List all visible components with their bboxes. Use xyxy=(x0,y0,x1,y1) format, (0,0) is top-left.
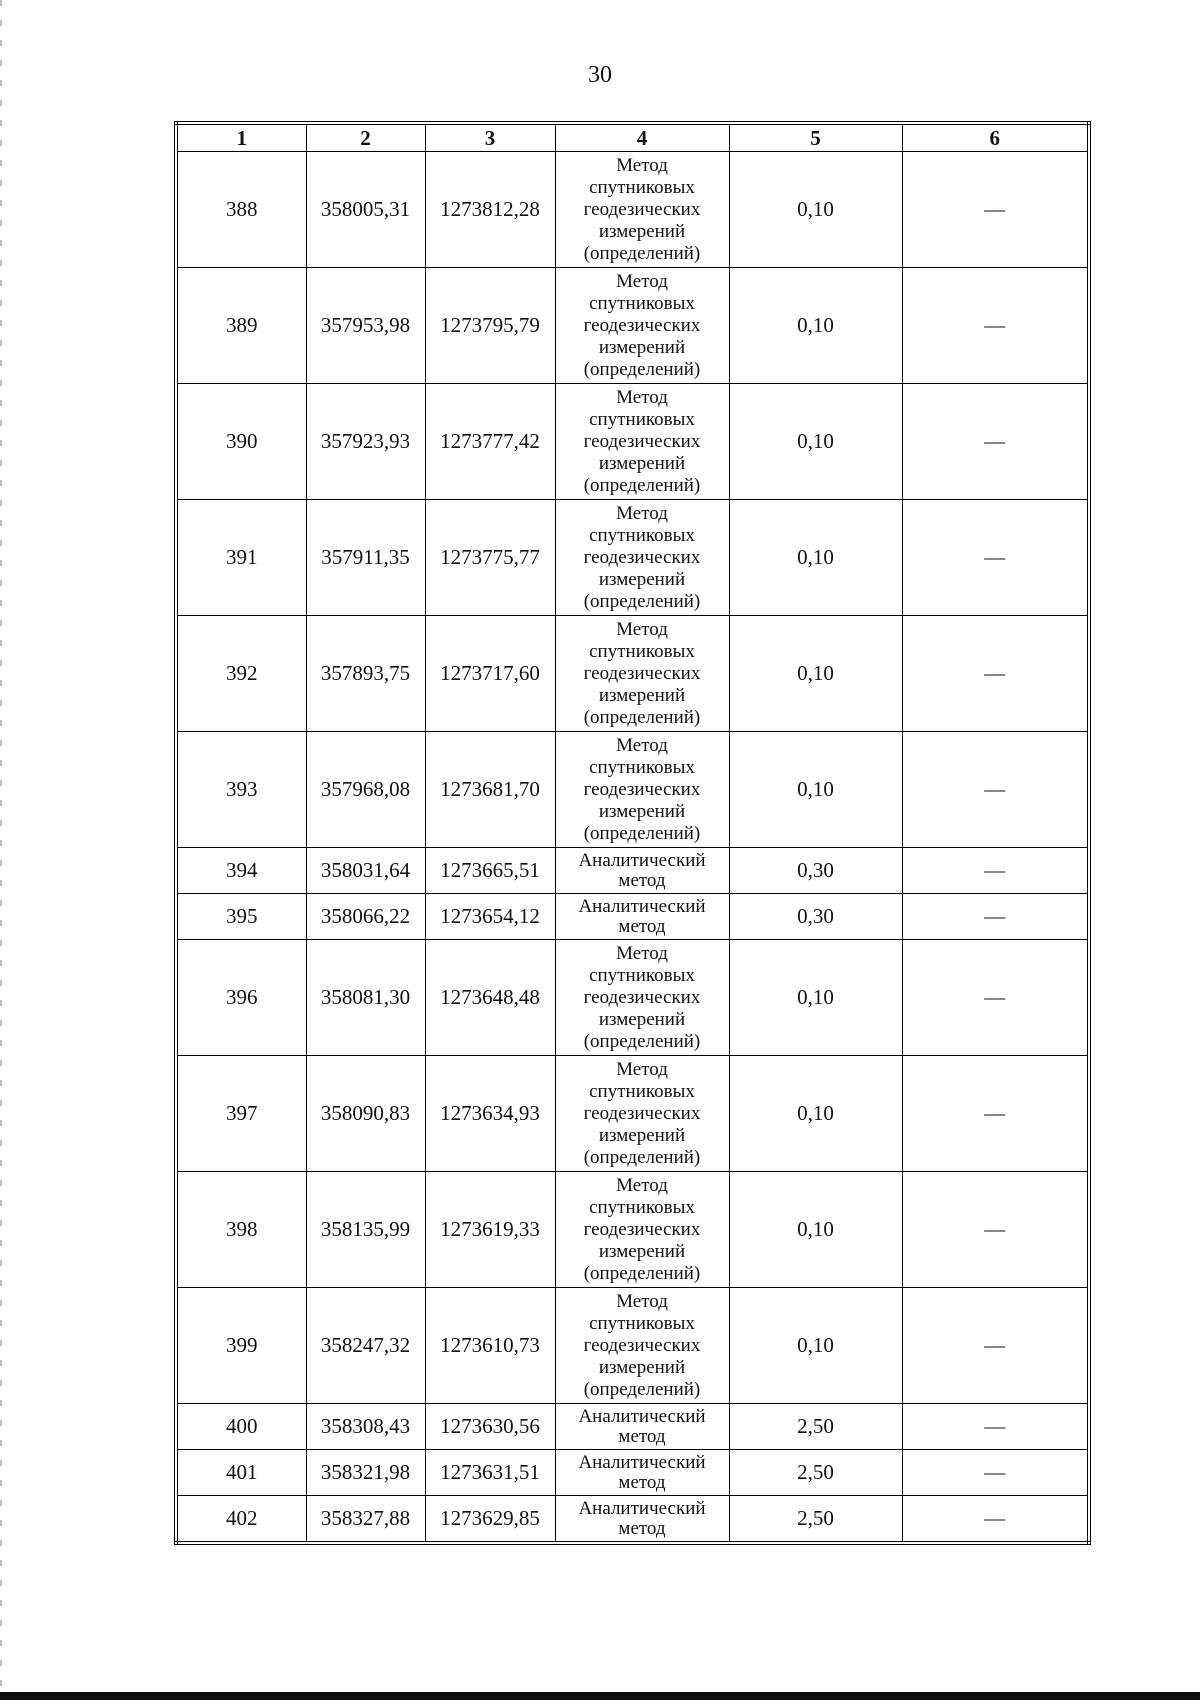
method-line: геодезических xyxy=(583,430,701,452)
method-line: Аналитический xyxy=(578,1497,706,1519)
description-text: — xyxy=(984,545,1006,569)
method-line: геодезических xyxy=(583,1218,701,1240)
description-cell xyxy=(902,152,1089,268)
column-header-3: 3 xyxy=(425,123,555,152)
column-header-2: 2 xyxy=(306,123,425,152)
method-line: спутниковых xyxy=(589,1080,695,1102)
method-line: измерений xyxy=(598,336,686,358)
point-number-cell: 394 xyxy=(176,848,306,894)
description-text: — xyxy=(984,1414,1006,1438)
column-header-4: 4 xyxy=(555,123,729,152)
x-coordinate-cell: 358005,31 xyxy=(306,152,425,268)
method-line: спутниковых xyxy=(589,292,695,314)
y-coordinate-cell: 1273631,51 xyxy=(425,1450,555,1496)
method-line: геодезических xyxy=(583,662,701,684)
point-number-cell: 396 xyxy=(176,940,306,1056)
method-line: геодезических xyxy=(583,198,701,220)
method-cell xyxy=(555,1056,729,1172)
method-line: (определений) xyxy=(583,1146,701,1168)
method-line: Метод xyxy=(616,618,668,640)
table-row xyxy=(176,894,1089,940)
method-line: (определений) xyxy=(583,358,701,380)
method-line: Аналитический xyxy=(578,1451,706,1473)
x-coordinate-cell: 358321,98 xyxy=(306,1450,425,1496)
table-row xyxy=(176,1450,1089,1496)
table-header-row xyxy=(176,123,1089,152)
method-line: геодезических xyxy=(583,1334,701,1356)
table-row xyxy=(176,848,1089,894)
description-text: — xyxy=(984,313,1006,337)
y-coordinate-cell: 1273610,73 xyxy=(425,1288,555,1404)
table-row xyxy=(176,1288,1089,1404)
method-line: геодезических xyxy=(583,778,701,800)
y-coordinate-cell: 1273775,77 xyxy=(425,500,555,616)
method-line: геодезических xyxy=(583,314,701,336)
description-cell xyxy=(902,894,1089,940)
x-coordinate-cell: 357968,08 xyxy=(306,732,425,848)
x-coordinate-cell: 358066,22 xyxy=(306,894,425,940)
accuracy-cell: 0,10 xyxy=(729,940,902,1056)
point-number-cell: 391 xyxy=(176,500,306,616)
column-header-5: 5 xyxy=(729,123,902,152)
description-cell xyxy=(902,1450,1089,1496)
method-line: Метод xyxy=(616,502,668,524)
x-coordinate-cell: 357953,98 xyxy=(306,268,425,384)
method-cell xyxy=(555,1450,729,1496)
x-coordinate-cell: 357911,35 xyxy=(306,500,425,616)
method-cell xyxy=(555,1404,729,1450)
method-line: Метод xyxy=(616,1058,668,1080)
table-row xyxy=(176,1496,1089,1544)
description-text: — xyxy=(984,1101,1006,1125)
y-coordinate-cell: 1273795,79 xyxy=(425,268,555,384)
method-line: геодезических xyxy=(583,986,701,1008)
method-line: Аналитический xyxy=(578,849,706,871)
accuracy-cell: 0,30 xyxy=(729,894,902,940)
method-line: спутниковых xyxy=(589,1196,695,1218)
y-coordinate-cell: 1273717,60 xyxy=(425,616,555,732)
table-row xyxy=(176,268,1089,384)
page-number: 30 xyxy=(588,62,612,88)
method-cell xyxy=(555,732,729,848)
y-coordinate-cell: 1273812,28 xyxy=(425,152,555,268)
description-cell xyxy=(902,616,1089,732)
method-cell xyxy=(555,500,729,616)
x-coordinate-cell: 358090,83 xyxy=(306,1056,425,1172)
y-coordinate-cell: 1273654,12 xyxy=(425,894,555,940)
method-line: измерений xyxy=(598,1356,686,1378)
column-header-6: 6 xyxy=(902,123,1089,152)
method-line: (определений) xyxy=(583,822,701,844)
table-row xyxy=(176,500,1089,616)
description-cell xyxy=(902,940,1089,1056)
method-line: измерений xyxy=(598,220,686,242)
point-number-cell: 395 xyxy=(176,894,306,940)
x-coordinate-cell: 358135,99 xyxy=(306,1172,425,1288)
method-line: (определений) xyxy=(583,1378,701,1400)
method-line: спутниковых xyxy=(589,640,695,662)
column-header-1: 1 xyxy=(176,123,306,152)
table-row xyxy=(176,384,1089,500)
accuracy-cell: 2,50 xyxy=(729,1450,902,1496)
y-coordinate-cell: 1273634,93 xyxy=(425,1056,555,1172)
point-number-cell: 390 xyxy=(176,384,306,500)
method-line: (определений) xyxy=(583,590,701,612)
method-cell xyxy=(555,940,729,1056)
point-number-cell: 402 xyxy=(176,1496,306,1544)
table-body xyxy=(176,152,1089,1544)
method-line: спутниковых xyxy=(589,524,695,546)
method-line: Метод xyxy=(616,734,668,756)
description-cell xyxy=(902,1288,1089,1404)
description-cell xyxy=(902,1404,1089,1450)
x-coordinate-cell: 357893,75 xyxy=(306,616,425,732)
method-line: метод xyxy=(618,915,666,937)
method-line: метод xyxy=(618,1425,666,1447)
method-line: Метод xyxy=(616,1174,668,1196)
accuracy-cell: 2,50 xyxy=(729,1496,902,1544)
description-text: — xyxy=(984,1333,1006,1357)
y-coordinate-cell: 1273630,56 xyxy=(425,1404,555,1450)
method-line: (определений) xyxy=(583,1030,701,1052)
method-line: спутниковых xyxy=(589,1312,695,1334)
x-coordinate-cell: 358327,88 xyxy=(306,1496,425,1544)
table-row xyxy=(176,1056,1089,1172)
method-line: геодезических xyxy=(583,1102,701,1124)
point-number-cell: 393 xyxy=(176,732,306,848)
point-number-cell: 389 xyxy=(176,268,306,384)
point-number-cell: 397 xyxy=(176,1056,306,1172)
method-line: Метод xyxy=(616,154,668,176)
y-coordinate-cell: 1273681,70 xyxy=(425,732,555,848)
method-line: спутниковых xyxy=(589,408,695,430)
description-cell xyxy=(902,1172,1089,1288)
method-cell xyxy=(555,152,729,268)
method-line: измерений xyxy=(598,1008,686,1030)
description-cell xyxy=(902,500,1089,616)
y-coordinate-cell: 1273777,42 xyxy=(425,384,555,500)
accuracy-cell: 0,10 xyxy=(729,268,902,384)
scan-edge-artifact xyxy=(0,0,2,1690)
description-cell xyxy=(902,384,1089,500)
method-line: спутниковых xyxy=(589,964,695,986)
y-coordinate-cell: 1273629,85 xyxy=(425,1496,555,1544)
description-cell xyxy=(902,1056,1089,1172)
point-number-cell: 399 xyxy=(176,1288,306,1404)
method-line: метод xyxy=(618,869,666,891)
accuracy-cell: 0,10 xyxy=(729,1172,902,1288)
x-coordinate-cell: 358081,30 xyxy=(306,940,425,1056)
table-row xyxy=(176,732,1089,848)
description-text: — xyxy=(984,985,1006,1009)
method-cell xyxy=(555,268,729,384)
method-line: метод xyxy=(618,1517,666,1539)
method-line: метод xyxy=(618,1471,666,1493)
x-coordinate-cell: 358031,64 xyxy=(306,848,425,894)
method-line: геодезических xyxy=(583,546,701,568)
method-cell xyxy=(555,384,729,500)
method-cell xyxy=(555,616,729,732)
point-number-cell: 388 xyxy=(176,152,306,268)
table-row xyxy=(176,940,1089,1056)
accuracy-cell: 0,10 xyxy=(729,1056,902,1172)
point-number-cell: 392 xyxy=(176,616,306,732)
method-line: Аналитический xyxy=(578,1405,706,1427)
description-cell xyxy=(902,848,1089,894)
method-line: (определений) xyxy=(583,242,701,264)
method-line: измерений xyxy=(598,1124,686,1146)
method-line: (определений) xyxy=(583,474,701,496)
table-row xyxy=(176,1172,1089,1288)
accuracy-cell: 0,10 xyxy=(729,1288,902,1404)
x-coordinate-cell: 358247,32 xyxy=(306,1288,425,1404)
y-coordinate-cell: 1273648,48 xyxy=(425,940,555,1056)
accuracy-cell: 0,10 xyxy=(729,152,902,268)
method-cell xyxy=(555,1288,729,1404)
method-line: измерений xyxy=(598,800,686,822)
method-line: измерений xyxy=(598,684,686,706)
method-line: Метод xyxy=(616,942,668,964)
method-cell xyxy=(555,1496,729,1544)
description-text: — xyxy=(984,197,1006,221)
method-line: (определений) xyxy=(583,1262,701,1284)
description-text: — xyxy=(984,1460,1006,1484)
description-text: — xyxy=(984,661,1006,685)
description-text: — xyxy=(984,777,1006,801)
scan-bottom-border xyxy=(0,1692,1200,1700)
x-coordinate-cell: 358308,43 xyxy=(306,1404,425,1450)
method-line: Метод xyxy=(616,386,668,408)
x-coordinate-cell: 357923,93 xyxy=(306,384,425,500)
accuracy-cell: 0,10 xyxy=(729,616,902,732)
method-line: измерений xyxy=(598,1240,686,1262)
table-row xyxy=(176,1404,1089,1450)
method-line: измерений xyxy=(598,452,686,474)
accuracy-cell: 0,30 xyxy=(729,848,902,894)
description-text: — xyxy=(984,1217,1006,1241)
accuracy-cell: 0,10 xyxy=(729,500,902,616)
method-line: Аналитический xyxy=(578,895,706,917)
coordinates-table xyxy=(174,121,1091,1545)
method-line: измерений xyxy=(598,568,686,590)
method-cell xyxy=(555,1172,729,1288)
table-row xyxy=(176,616,1089,732)
description-cell xyxy=(902,732,1089,848)
method-line: спутниковых xyxy=(589,756,695,778)
description-text: — xyxy=(984,904,1006,928)
y-coordinate-cell: 1273619,33 xyxy=(425,1172,555,1288)
method-line: Метод xyxy=(616,1290,668,1312)
point-number-cell: 401 xyxy=(176,1450,306,1496)
description-cell xyxy=(902,268,1089,384)
accuracy-cell: 0,10 xyxy=(729,732,902,848)
method-line: спутниковых xyxy=(589,176,695,198)
description-text: — xyxy=(984,429,1006,453)
accuracy-cell: 2,50 xyxy=(729,1404,902,1450)
method-line: (определений) xyxy=(583,706,701,728)
description-text: — xyxy=(984,1506,1006,1530)
method-cell xyxy=(555,848,729,894)
method-line: Метод xyxy=(616,270,668,292)
description-text: — xyxy=(984,858,1006,882)
point-number-cell: 400 xyxy=(176,1404,306,1450)
accuracy-cell: 0,10 xyxy=(729,384,902,500)
point-number-cell: 398 xyxy=(176,1172,306,1288)
method-cell xyxy=(555,894,729,940)
table-row xyxy=(176,152,1089,268)
description-cell xyxy=(902,1496,1089,1544)
y-coordinate-cell: 1273665,51 xyxy=(425,848,555,894)
